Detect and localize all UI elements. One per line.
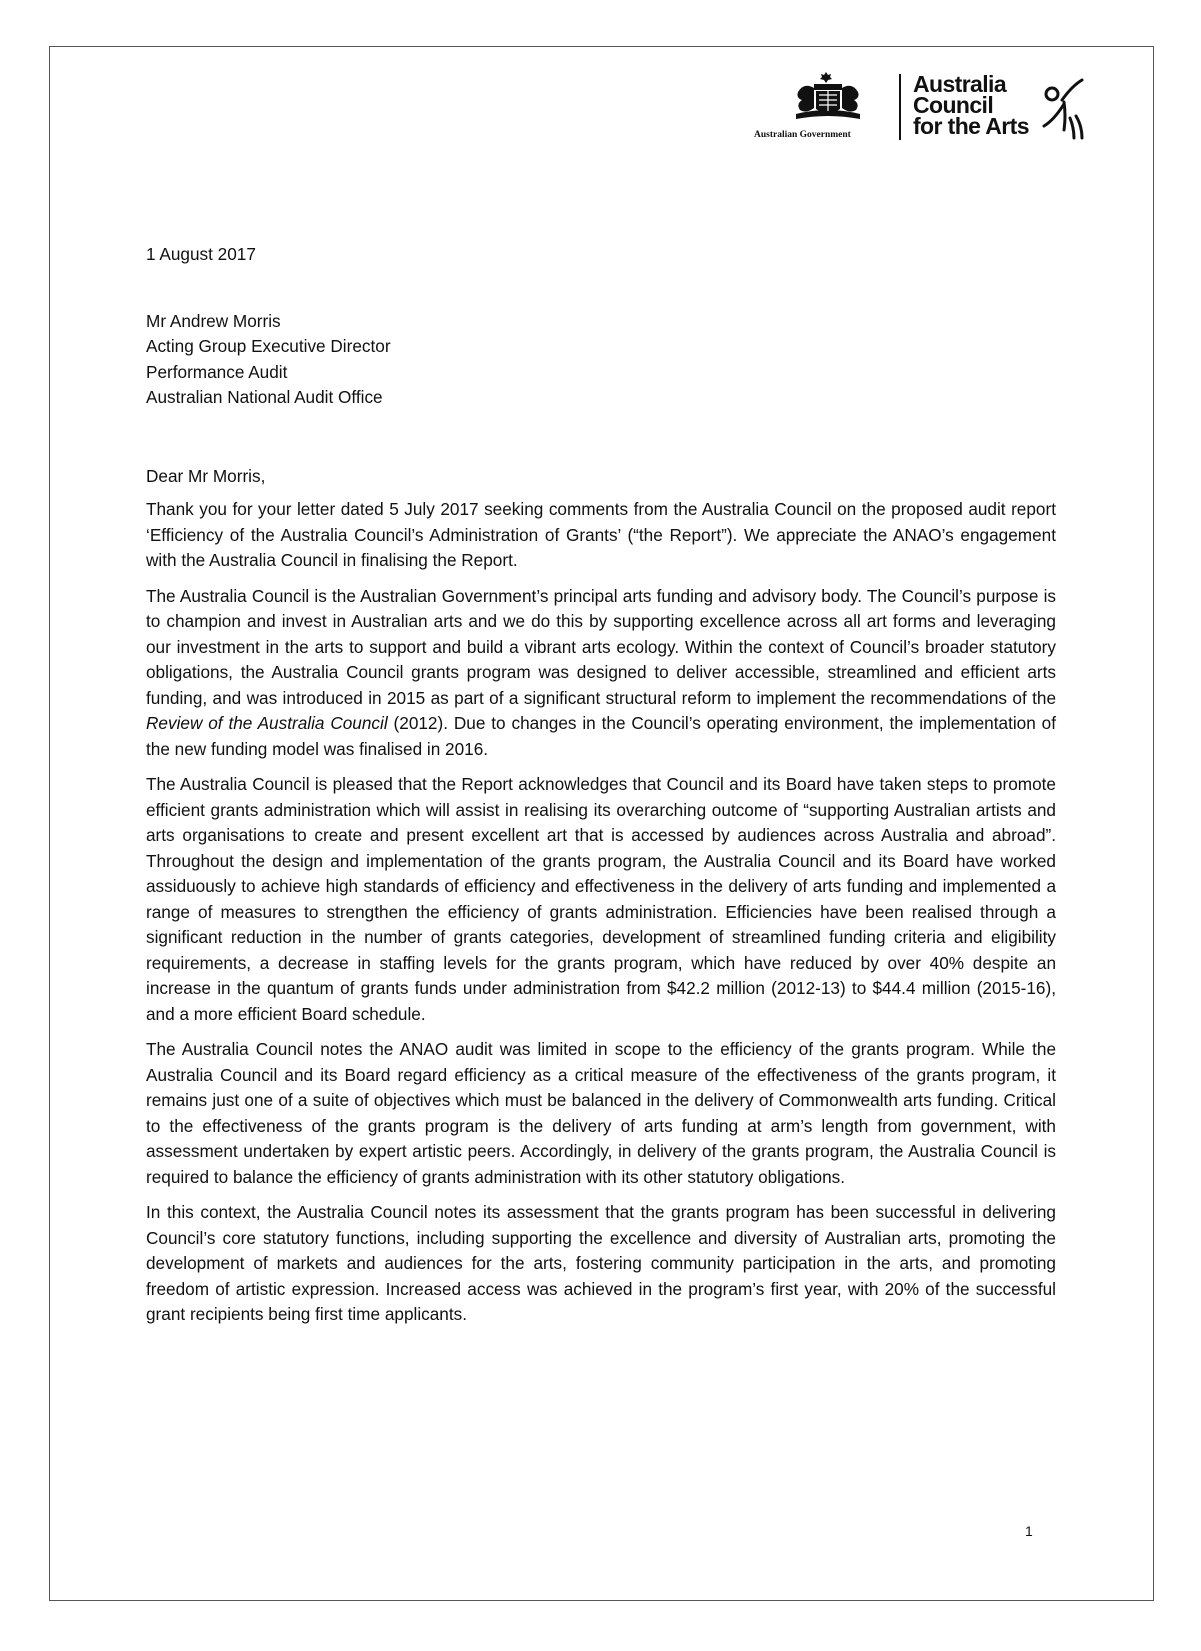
page-number: 1	[1025, 1523, 1033, 1539]
letter-body	[146, 242, 1056, 1338]
letterhead-logos	[740, 64, 1110, 150]
council-name-line: for the Arts	[913, 113, 1029, 139]
council-wordmark	[913, 71, 1029, 139]
paragraph-text: The Australia Council is the Australian Government’s principal arts funding and advisory body. The Council’s purpose is to champion and invest in Australian arts and we do this by supporting excellence across all art forms and leveraging our investment in the arts to support and build a vibrant arts ecology. Within the context of Council’s broader statutory obligations, the Australia Council grants program was designed to deliver accessible, streamlined and efficient arts funding, and was introduced in 2015 as part of a significant structural reform to implement the recommendations of the	[146, 585, 1056, 708]
logo-divider	[899, 74, 901, 140]
body-paragraph: The Australia Council is pleased that the Report acknowledges that Council and its Board have taken steps to promote efficient grants administration which will assist in realising its overarching outcome of “supporting Australian artists and arts organisations to create and present excellent art that is accessed by audiences across Australia and abroad”. Throughout the design and implementation of the grants program, the Australia Council and its Board have worked assiduously to achieve high standards of efficiency and effectiveness in the delivery of arts funding and implemented a range of measures to strengthen the efficiency of grants administration. Efficiencies have been realised through a significant reduction in the number of grants categories, development of streamlined funding criteria and eligibility requirements, a decrease in staffing levels for the grants program, which have reduced by over 40% despite an increase in the quantum of grants funds under administration from $42.2 million (2012-13) to $44.4 million (2015-16), and a more efficient Board schedule.	[146, 774, 1056, 1024]
recipient-line: Acting Group Executive Director	[146, 336, 391, 356]
body-paragraph: The Australia Council notes the ANAO audit was limited in scope to the efficiency of the grants program. While the Australia Council and its Board regard efficiency as a critical measure of the effectiveness of the grants program, it remains just one of a suite of objectives which must be balanced in the delivery of Commonwealth arts funding. Critical to the effectiveness of the grants program is the delivery of arts funding at arm’s length from government, with assessment undertaken by expert artistic peers. Accordingly, in delivery of the grants program, the Australia Council is required to balance the efficiency of grants administration with its other statutory obligations.	[146, 1039, 1056, 1187]
recipient-line: Mr Andrew Morris	[146, 310, 281, 331]
recipient-line: Performance Audit	[146, 361, 288, 382]
body-paragraph: In this context, the Australia Council notes its assessment that the grants program has been successful in delivering Council’s core statutory functions, including supporting the excellence and diversity of Australian arts, promoting the development of markets and audiences for the arts, fostering community participation in the arts, and promoting freedom of artistic expression. Increased access was achieved in the program’s first year, with 20% of the successful grant recipients being first time applicants.	[146, 1202, 1056, 1324]
letter-date: 1 August 2017	[146, 244, 256, 264]
report-title-italic: Review of the Australia Council	[146, 713, 388, 733]
salutation: Dear Mr Morris,	[146, 465, 266, 486]
coat-of-arms-icon	[790, 70, 866, 124]
government-label: Australian Government	[754, 130, 851, 140]
body-paragraph	[146, 584, 1056, 763]
council-name-line: Council	[913, 92, 994, 118]
council-name-line: Australia	[913, 71, 1007, 97]
recipient-address	[146, 309, 1056, 411]
recipient-line: Australian National Audit Office	[146, 387, 383, 407]
paragraph-text: (2012). Due to changes in the Council’s operating environment, the implementation of the new funding model was finalised in 2016.	[146, 713, 1057, 759]
dancer-logo-icon	[1040, 76, 1084, 144]
body-paragraph: Thank you for your letter dated 5 July 2017 seeking comments from the Australia Council on the proposed audit report ‘Efficiency of the Australia Council’s Administration of Grants’ (“the Report”). We appreciate the ANAO’s engagement with the Australia Council in finalising the Report.	[146, 499, 1056, 570]
